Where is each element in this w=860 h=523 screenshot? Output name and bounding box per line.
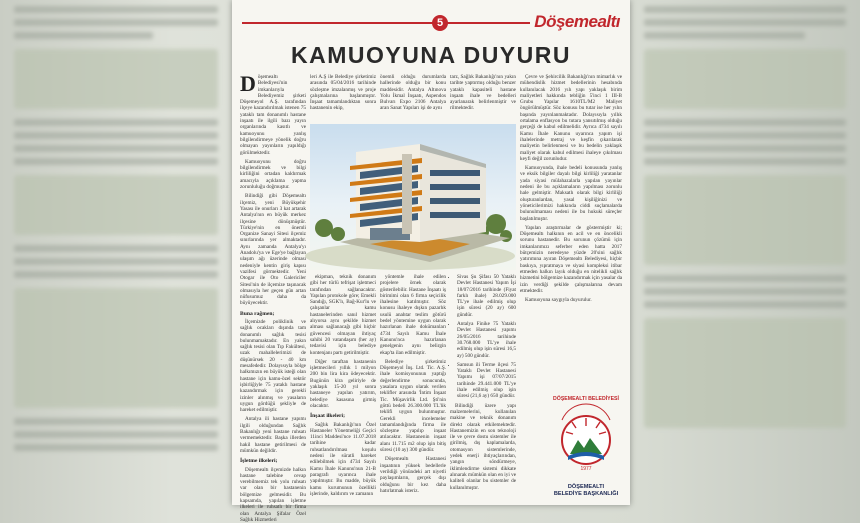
municipality-logo xyxy=(554,390,618,502)
paragraph: ekipman, teknik donanım gibi her türlü tefrişat işletmeci tarafından sağlanacaktır. Yapılan protokole göre; Emekli Sandığı, SGK'lı, Bağ-Kur'lu ve çalışanlar kamu hastanelerinden sanıl hizmet alıyorsa aynı şekilde hizmet alması sağlanacağı gibi hiçbir güvencesi olmayan ihtiyaç sahibi 20 vatandaşım (her ay) tedavisi için belediye kontenjanı partı getirilmiştir. xyxy=(310,274,376,356)
newspaper-page xyxy=(232,0,630,523)
hospital-rendering-image xyxy=(310,124,516,270)
page-header xyxy=(242,0,620,40)
paragraph: tarz, Sağlık Bakanlığı'nın yakın tarihte yaptırmış olduğu benzer yataklı kapasiteli hastane inşaatı ihale ve bedelleri ayarlanarak belirlenmiştir ve rilmektedir. xyxy=(450,74,516,112)
paragraph: Döşemealtı ilçemizde halkın hastane talebine cevap verebilmemiz tek yolu ruhsatı var olan bir hastanenin bölgemize gelmesidir. Bu kapsamda, yapılan işletme ilkeleri ile ruhsatlı bir firma olan Antalya Şifalar Özel Sağlık Hizmetleri xyxy=(240,466,306,523)
article-column-3-bottom xyxy=(380,274,446,504)
header-rule xyxy=(242,22,550,24)
article-column-1 xyxy=(240,71,306,523)
logo-caption-line1: DÖŞEMEALTI xyxy=(567,484,605,490)
article-column-3-top xyxy=(380,74,446,120)
list-item: • Sivas Şu Şifası 50 Yataklı Devlet Hastanesi Yapım İşi 18/07/2016 tarihinde (Fiyat farklı ihale) 28.029.000 TL'ye ihale edilmiş olup işin süresi (20 ay) 600 gündür. xyxy=(457,274,516,318)
paragraph: yöntemle ihale edilen projelere örnek olarak gösterilebilir. Hastane İnşaatı iş birimimi olan 6 firma seçicilik ihalesine katılmıştır. Söz konusu ihaleye dışkın pazarlık usulü anahtar teslim götürü bedel yöntemine uygun olarak hazırlanan ihale dokümanları 4734 Sayılı Kamu İhale Kanunu'nca hazırlanan genelgenin aynı belirgin ekap'ta ilan edilmiştir. xyxy=(380,274,446,356)
bullet-list xyxy=(450,274,516,400)
municipality-seal-icon xyxy=(554,390,618,482)
logo-caption xyxy=(548,484,624,498)
brand-logo-text: Döşemealtı xyxy=(530,12,620,32)
paragraph: Diğer taraftan hastanenin işletmecileri yıllık 1 milyon 200 bin lira kira ödeyecektir. Bugünün kira geliriyle de yaklaşık 15-20 yıl sonra hastaneye yapılan yatırım, belediye kasasına girmiş olacaktır. xyxy=(310,358,376,409)
seal-year: 1977 xyxy=(580,466,592,472)
subheading: Buna rağmen; xyxy=(240,310,275,317)
paragraph: Sağlık Bakanlığı'nın Özel Hastaneler Yönetmeliği Geçici 11inci Maddesi'nce 11.07.2018 tarihine kadar ruhsatlandırılması koşulu nedeni ile süratli hareket edilebilmek için 4734 Sayılı Kamu İhale Kanunu'nun 21-B paragrafı uyarınca ihale yapılmıştır. Bu madde, büyük kamu kurumunun özellikli işlerinde, kaldırım ve zamanın xyxy=(310,421,376,497)
paragraph: Kamuoyuna saygıyla duyurulur. xyxy=(525,297,592,304)
article-headline: KAMUOYUNA DUYURU xyxy=(291,42,571,68)
paragraph: İlçemizde poliklinik ve sağlık ocakları dışında tam donanımlı sağlık tesisi bulunmamaktadır. En yakın sağlık tesisi olan Tıp Fakültesi, uzak mahallelerimizi de düşünürsek 20 - 40 km mesafededir. Dolayısıyla bölge halkımızın en büyük isteği olan hastane için kamu-özel sektör işbirliğiyle 75 yataklı hastane kazandırmak için gerekli izinler alınmış ve yasaların uygun gördüğü şekliyle de hareket edilmiştir. xyxy=(240,318,306,414)
article-column-5 xyxy=(520,74,622,386)
seal-ring-text: DÖŞEMEALTI BELEDİYESİ xyxy=(553,396,619,402)
paragraph: Bilindiği gibi Döşemealtı ilçemiz, yeni Büyükşehir Yasası ile onurları 3 kat artarak Antalya'nın en büyük merkez ilçesine dönüşmüştür. Türkiye'nin en önemli Organize Sanayi Sitesi ilçemiz sınırlarında yer almaktadır. Aynı zamanda Antalya'yı Anadolu'ya ve Ege'ye bağlayan ulaşım ağı üzerinde olması nedeniyle kentin giriş kapısı vazifesi görmektedir. Yeni Otogar ile Oto Galericiler Sitesi'nin de ilçemize taşınacak olmasıyla her geçen gün artan nüfusumuz daha da büyüyecektir. xyxy=(240,193,306,307)
paragraph: Bilindiği üzere yapı malzemelerini, kullanılan makine ve teknik donanım direkt olarak etkilemektedir. Hastanemizin en son teknoloji ile ve çevre dostu sistemler ile girilmiş, dış kaplamalarda, otomasyon sistemlerinde, yedek enerji ihtiyaçlarından, yangın söndürmeye, iklimlendirme sistemi dikkate alınarak mümkün olan en iyi ve kaliteli olanlar bu sistemler de kullanılmıştır. xyxy=(450,402,516,491)
drop-cap: D xyxy=(240,71,256,96)
paragraph: önemli olduğu durumlarda hallerinde olduğu bir konu maddesidir. Antalya Altınova Yolu İkmal İnşaatı, Aspendos Bulvarı Expo 2106 Antalya aran Sanat Yapıları işi de aynı xyxy=(380,74,446,112)
paragraph: Çevre ve Şehircilik Bakanlığı'nın mimarlık ve mühendislik hizmet bedellerinin hesabında kullanılacak 2016 yılı yapı yaklaşık birim maliyetleri hakkında tebliğin 5'inci 1 III-B Grubu Yapılar 1610TL/M2 Maliyet öngörülmüştür. Söz konusu bu tutar ise her yılın başında yayınlanmaktadır. Dolayısıyla yıllık ortalama enflasyon bu tutara yansıtılmış olduğu gerçeği de kabul edilmelidir. Ayrıca 4734 sayılı Kamu İhale Kanunu uyarınca yapım işi ihalelerinde metraj ve keşfin çıkarılarak maliyetin belirlenmesi ve bu bedelin yaklaşık maliyet olarak kabul edilmesi ihaleye çıkılması keyfi değil zorunludur. xyxy=(520,74,622,162)
page-number-badge: 5 xyxy=(432,15,448,31)
list-item: • Samsun ili Terme ilçesi 75 Yataklı Devlet Hastanesi Yapımı işi 07/07/2015 tarihinde 29.441.000 TL'ye ihale edilmiş olup işin süresi (21,6 ay) 650 gündür. xyxy=(457,362,516,400)
paragraph: leri A.Ş ile Belediye şirketimiz arasında 05/04/2016 tarihinde sözleşme imzalanmış ve proje çalışmalarına başlanmıştır. İnşaat tamamlandıktan sonra hastanenin ekip, xyxy=(310,74,376,112)
article-column-2-bottom xyxy=(310,274,376,504)
article-column-4-bottom xyxy=(450,274,516,504)
paragraph: Kamuoyunu doğru bilgilendirmek ve bilgi kirliliğini ortadan kaldırmak amacıyla açıklama yapma zorunluluğu doğmuştur. xyxy=(240,158,306,191)
paragraph: öşemealtı Belediyesi'nin imkanlarıyla Belediyemiz şirketi Döşemeyol A.Ş. tarafından ilçeye kazandırılmak istenen 75 yataklı tam donanımlı hastane inşaatı ile ilgili bazı yayın organlarında kasıtlı ve kamuoyunu yanlış bilgilendirmeye yönelik doğru olmayan yayınların yapıldığı görülmektedir. xyxy=(240,74,306,156)
paragraph: Belediye şirketimiz Döşemeyol İnş. Ltd. Tic. A.Ş. ihale komisyonunun yaptığı değerlendirme sonucunda, yasalara uygun olarak verilen teklifler arasında 'İntim İnşaat Tic. Müşavirlik Ltd. Şti'nin göttü bedeli 26.300.000 TL'lik teklifi uygun bulunmuştur. Gerekli incelemeler tamamlandığında firma ile sözleşme yapılıp inşaat atılacaktır. Hastanenin inşaat alanı 11.715 m2 olup işin bitiş süresi (10 ay) 300 gündür. xyxy=(380,358,446,454)
subheading: İşletme ilkeleri; xyxy=(240,458,278,465)
paragraph: Yapılan araştırmalar de göstermiştir ki; Döşemealtı halkının en acil ve en öncelikli sorunu hastanedir. Bu sorunun çözümü için imkanlarımızı seferber eden hatta 2017 bütçemizin neredeyse yüzde 20'sini sağlık yatırımına ayıran Döşemealtı Belediyesi, hiçbir baskıya, yıpratmaya ve siyasi kompleksi itibar etmeden halkın layık olduğu en nitelikli sağlık hizmetini bölgemize kazandırmak için yasalar da izin verdiği şekilde çalışmalarına devam etmektedir. xyxy=(520,224,622,294)
paragraph: Döşemealtı Hastanesi inşaatının yüksek bedellerle verildiği yönündeki art niyetli paylaşımların, gerçek dışı olduğunu bir kez daha hatırlatmak isteriz. xyxy=(380,456,446,494)
article-column-4-top xyxy=(450,74,516,120)
logo-caption-line2: BELEDİYE BAŞKANLIĞI xyxy=(553,491,619,497)
subheading: İnşaat ilkeleri; xyxy=(310,413,345,420)
paragraph: Antalya ili hastane yapımı ilgili olduğundan Sağlık Bakanlığı yeni hastane ruhsatı vermemektedir. Başka illerden hakil hastane getirilmesi de mümkün değildir. xyxy=(240,416,306,454)
paragraph: Kamuoyunda, ihale bedeli konusunda yanlış ve eksik bilgiler dayalı bilgi kirliliği yaratanlar yada siyasi mülahazalarla yapılan yayınlar nedeni ile bu açıklamaların yapılması zorunlu hale gelmiştir. Maksatlı olarak bilgi kirliliği oluşturanlardan, yasal kişiliğinizi ve yöneticilerimizi hakkında ciddi suçlamalarda bulunulmaması nedeni ile bu hukuki süreçler başlatılmıştır. xyxy=(520,165,622,222)
background-right-page xyxy=(630,0,860,505)
background-left-page xyxy=(0,0,232,505)
hospital-building-illustration xyxy=(310,124,516,270)
article-column-2-top xyxy=(310,74,376,120)
list-item: • Antalya Finike 75 Yataklı Devlet Hastanesi yapımı 26/05/2016 tarihinde 30.768.000 TL'ye ihale edilmiş olup işin süresi 16,5 ay) 500 gündür. xyxy=(457,321,516,359)
